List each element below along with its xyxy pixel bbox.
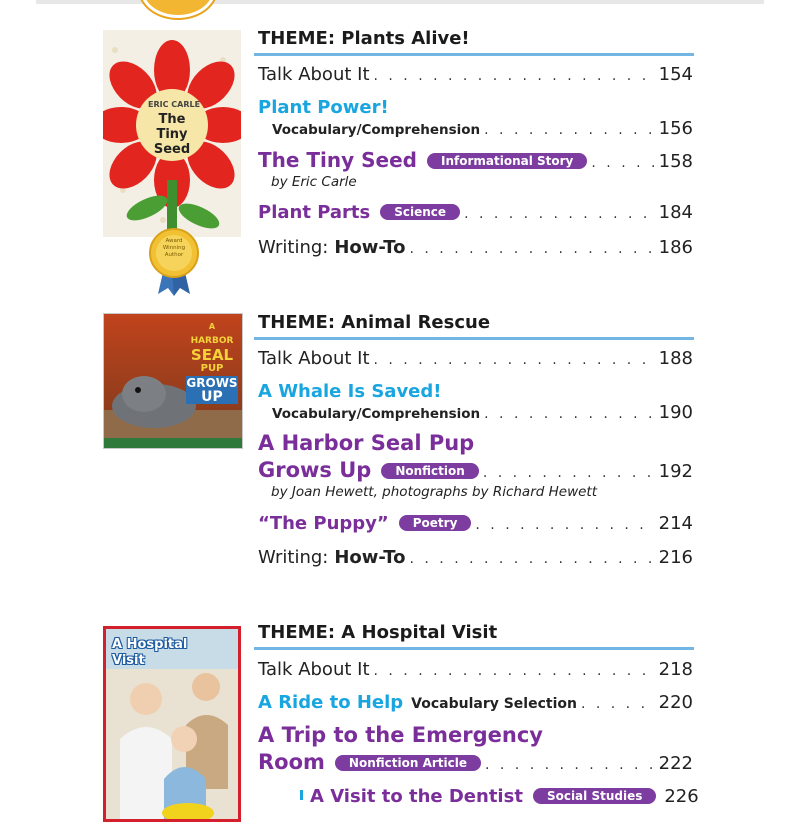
entry-label: Talk About It	[258, 659, 370, 680]
cover-word: HARBOR	[190, 336, 234, 346]
medal-text: Award Winning Author	[162, 238, 186, 258]
section-rule	[254, 647, 694, 650]
entry-title-cont: Grows Up	[258, 458, 372, 482]
toc-entry[interactable]	[258, 723, 693, 747]
entry-title: A Whale Is Saved!	[258, 381, 442, 402]
toc-entry[interactable]	[258, 659, 693, 680]
page-number: 222	[658, 753, 693, 774]
theme-hospital-visit: THEME: A Hospital Visit	[258, 622, 498, 643]
cover-word: UP	[186, 390, 238, 404]
entry-title: A Harbor Seal Pup	[258, 431, 475, 455]
entry-title-cont: Room	[258, 750, 325, 774]
cover-harbor-seal	[103, 313, 243, 449]
hospital-cover-title: A Hospital Visit	[112, 637, 188, 668]
toc-entry-sub[interactable]	[258, 402, 693, 423]
leader-dots	[483, 465, 655, 481]
page-number: 192	[658, 461, 693, 482]
entry-label: Writing:	[258, 547, 329, 568]
leader-dots	[485, 757, 655, 773]
genre-tag: Nonfiction	[381, 463, 478, 479]
toc-entry[interactable]	[258, 148, 693, 172]
leader-dots	[475, 517, 654, 533]
entry-subtitle: Vocabulary/Comprehension	[272, 406, 481, 422]
page-number: 156	[658, 118, 693, 139]
toc-entry-sub[interactable]	[258, 118, 693, 139]
highlight-bar	[300, 790, 303, 800]
section-rule	[254, 337, 694, 340]
cover-word: A	[208, 322, 216, 331]
leader-dots	[464, 206, 655, 222]
leader-dots	[410, 551, 655, 567]
entry-subtitle: Vocabulary/Comprehension	[272, 122, 481, 138]
toc-entry[interactable]	[258, 547, 693, 568]
leader-dots	[410, 241, 655, 257]
entry-bold: How-To	[334, 237, 406, 258]
genre-tag: Poetry	[399, 515, 472, 531]
leader-dots	[591, 155, 654, 171]
leader-dots	[374, 68, 655, 84]
page-number: 218	[658, 659, 693, 680]
genre-tag: Nonfiction Article	[335, 755, 481, 771]
theme-animal-rescue: THEME: Animal Rescue	[258, 312, 491, 333]
entry-title: A Visit to the Dentist	[310, 786, 523, 807]
seal-cover-title	[186, 320, 238, 404]
toc-entry[interactable]	[258, 513, 693, 534]
page-number: 184	[658, 202, 693, 223]
cover-hospital-visit	[103, 626, 241, 822]
leader-dots	[374, 663, 655, 679]
entry-label: Talk About It	[258, 64, 370, 85]
section-rule	[254, 53, 694, 56]
entry-title: Plant Parts	[258, 202, 371, 223]
entry-title: A Trip to the Emergency	[258, 723, 543, 747]
page-number: 226	[664, 786, 699, 807]
page-number: 154	[658, 64, 693, 85]
page-number: 216	[658, 547, 693, 568]
toc-entry[interactable]	[258, 202, 693, 223]
leader-dots	[484, 406, 654, 422]
cover-word: SEAL	[190, 346, 234, 364]
entry-title: “The Puppy”	[258, 513, 389, 534]
theme-plants-alive: THEME: Plants Alive!	[258, 28, 470, 49]
leader-dots	[374, 352, 655, 368]
entry-byline: by Joan Hewett, photographs by Richard Hewett	[271, 484, 597, 500]
entry-subtitle: Vocabulary Selection	[411, 696, 577, 712]
entry-label: Talk About It	[258, 348, 370, 369]
unit-badge	[140, 0, 216, 18]
toc-entry[interactable]	[258, 237, 693, 258]
toc-entry[interactable]	[258, 97, 693, 118]
cover-word: PUP	[200, 363, 224, 374]
toc-entry[interactable]	[258, 692, 693, 713]
cover-tiny-seed	[103, 30, 241, 237]
genre-tag: Social Studies	[533, 788, 656, 804]
genre-tag: Science	[380, 204, 460, 220]
toc-entry[interactable]	[258, 64, 693, 85]
toc-entry[interactable]	[258, 348, 693, 369]
cover-author-logo: ERIC CARLE	[148, 100, 201, 109]
award-medal	[146, 228, 202, 296]
toc-entry[interactable]	[258, 381, 693, 402]
page-number: 214	[658, 513, 693, 534]
cover-title: The Tiny Seed	[153, 112, 191, 157]
genre-tag: Informational Story	[427, 153, 587, 169]
entry-title: Plant Power!	[258, 97, 389, 118]
page-number: 188	[658, 348, 693, 369]
toc-entry[interactable]	[310, 786, 699, 807]
entry-title: The Tiny Seed	[258, 148, 417, 172]
page-number: 220	[658, 692, 693, 713]
entry-bold: How-To	[334, 547, 406, 568]
page-number: 186	[658, 237, 693, 258]
entry-byline: by Eric Carle	[271, 174, 357, 190]
entry-title: A Ride to Help	[258, 692, 404, 713]
leader-dots	[484, 122, 654, 138]
toc-entry[interactable]	[258, 750, 693, 774]
entry-label: Writing:	[258, 237, 329, 258]
page-number: 190	[658, 402, 693, 423]
toc-entry[interactable]	[258, 431, 693, 455]
leader-dots	[581, 696, 655, 712]
cover-word: GROWS	[186, 376, 238, 390]
page-number: 158	[658, 151, 693, 172]
toc-entry[interactable]	[258, 458, 693, 482]
